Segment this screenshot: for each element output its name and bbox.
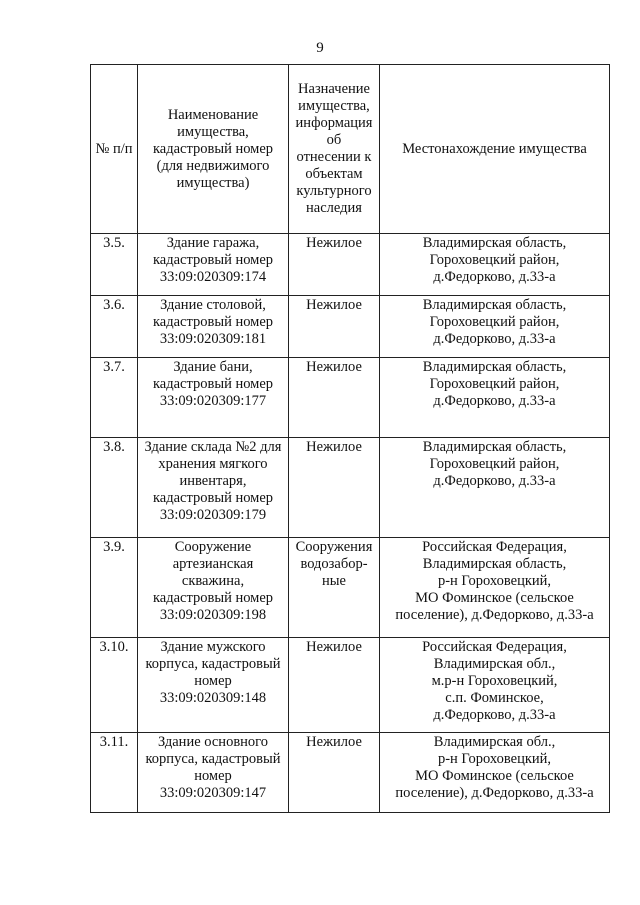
header-purpose bbox=[289, 65, 380, 234]
row-number: 3.11. bbox=[91, 733, 138, 813]
text-line: Гороховецкий район, bbox=[429, 252, 560, 268]
row-number: 3.6. bbox=[91, 296, 138, 358]
text-line: Сооружения bbox=[295, 539, 373, 555]
text-line: д.Федорково, д.33-а bbox=[433, 331, 556, 347]
text-line: Гороховецкий район, bbox=[429, 456, 560, 472]
text-line: объектам bbox=[305, 166, 363, 182]
text-line: поселение), д.Федорково, д.33-а bbox=[395, 607, 594, 623]
header-location: Местонахождение имущества bbox=[380, 65, 610, 234]
text-line: кадастровый номер bbox=[152, 490, 274, 506]
text-line: Владимирская область, bbox=[422, 235, 567, 251]
row-purpose bbox=[289, 296, 380, 358]
row-name bbox=[138, 438, 289, 538]
row-purpose bbox=[289, 733, 380, 813]
text-line: кадастровый номер bbox=[152, 252, 274, 268]
text-line: Нежилое bbox=[306, 734, 362, 750]
table-body bbox=[91, 234, 610, 813]
text-line: р-н Гороховецкий, bbox=[437, 751, 552, 767]
text-line: имущества) bbox=[176, 174, 250, 191]
row-number: 3.7. bbox=[91, 358, 138, 438]
row-location bbox=[380, 296, 610, 358]
text-line: хранения мягкого bbox=[158, 456, 268, 472]
row-purpose bbox=[289, 358, 380, 438]
text-line: 33:09:020309:177 bbox=[159, 393, 267, 409]
row-number: 3.10. bbox=[91, 638, 138, 733]
text-line: Здание бани, bbox=[173, 359, 253, 375]
text-line: информация bbox=[295, 115, 373, 131]
text-line: 33:09:020309:174 bbox=[159, 269, 267, 285]
text-line: р-н Гороховецкий, bbox=[437, 573, 552, 589]
text-line: водозабор- bbox=[300, 556, 368, 572]
text-line: Нежилое bbox=[306, 297, 362, 313]
text-line: инвентаря, bbox=[179, 473, 247, 489]
text-line: имущества, bbox=[177, 123, 249, 140]
text-line: 33:09:020309:179 bbox=[159, 507, 267, 523]
text-line: Сооружение bbox=[174, 539, 252, 555]
text-line: м.р-н Гороховецкий, bbox=[431, 673, 558, 689]
text-line: Нежилое bbox=[306, 439, 362, 455]
table-row bbox=[91, 733, 610, 813]
row-name bbox=[138, 538, 289, 638]
text-line: Нежилое bbox=[306, 235, 362, 251]
text-line: д.Федорково, д.33-а bbox=[433, 707, 556, 723]
row-name bbox=[138, 638, 289, 733]
text-line: Здание основного bbox=[157, 734, 269, 750]
text-line: Владимирская обл., bbox=[433, 734, 556, 750]
header-num: № п/п bbox=[91, 65, 138, 234]
text-line: Наименование bbox=[167, 106, 259, 123]
property-table bbox=[90, 64, 610, 813]
row-purpose bbox=[289, 234, 380, 296]
row-location bbox=[380, 438, 610, 538]
text-line: Владимирская область, bbox=[422, 556, 567, 572]
text-line: корпуса, кадастровый bbox=[145, 751, 281, 767]
table-row bbox=[91, 234, 610, 296]
text-line: (для недвижимого bbox=[156, 157, 270, 174]
row-name bbox=[138, 358, 289, 438]
text-line: Владимирская область, bbox=[422, 439, 567, 455]
text-line: Нежилое bbox=[306, 639, 362, 655]
text-line: Российская Федерация, bbox=[422, 639, 567, 655]
row-number: 3.5. bbox=[91, 234, 138, 296]
table-header-row bbox=[91, 65, 610, 234]
text-line: кадастровый номер bbox=[152, 314, 274, 330]
row-number: 3.9. bbox=[91, 538, 138, 638]
text-line: МО Фоминское (сельское bbox=[415, 768, 574, 784]
page-number: 9 bbox=[316, 40, 324, 56]
table-row bbox=[91, 438, 610, 538]
text-line: 33:09:020309:148 bbox=[159, 690, 267, 706]
row-purpose bbox=[289, 638, 380, 733]
text-line: кадастровый номер bbox=[152, 590, 274, 606]
text-line: Здание столовой, bbox=[160, 297, 266, 313]
row-location bbox=[380, 733, 610, 813]
text-line: об bbox=[326, 132, 342, 148]
text-line: корпуса, кадастровый bbox=[145, 656, 281, 672]
text-line: МО Фоминское (сельское bbox=[415, 590, 574, 606]
text-line: с.п. Фоминское, bbox=[445, 690, 544, 706]
row-purpose bbox=[289, 438, 380, 538]
text-line: д.Федорково, д.33-а bbox=[433, 393, 556, 409]
text-line: Гороховецкий район, bbox=[429, 314, 560, 330]
table-row bbox=[91, 638, 610, 733]
text-line: номер bbox=[194, 768, 232, 784]
row-number: 3.8. bbox=[91, 438, 138, 538]
text-line: скважина, bbox=[181, 573, 245, 589]
text-line: наследия bbox=[306, 200, 362, 216]
header-name bbox=[138, 65, 289, 234]
row-location bbox=[380, 358, 610, 438]
row-location bbox=[380, 234, 610, 296]
text-line: культурного bbox=[296, 183, 372, 199]
text-line: поселение), д.Федорково, д.33-а bbox=[395, 785, 594, 801]
text-line: отнесении к bbox=[296, 149, 372, 165]
text-line: кадастровый номер bbox=[152, 140, 274, 157]
text-line: Владимирская область, bbox=[422, 297, 567, 313]
text-line: ные bbox=[322, 573, 346, 589]
text-line: Гороховецкий район, bbox=[429, 376, 560, 392]
table-row bbox=[91, 358, 610, 438]
row-location bbox=[380, 638, 610, 733]
text-line: 33:09:020309:198 bbox=[159, 607, 267, 623]
table-row bbox=[91, 538, 610, 638]
text-line: 33:09:020309:181 bbox=[159, 331, 267, 347]
text-line: Нежилое bbox=[306, 359, 362, 375]
row-name bbox=[138, 733, 289, 813]
row-purpose bbox=[289, 538, 380, 638]
text-line: Здание гаража, bbox=[166, 235, 260, 251]
text-line: артезианская bbox=[172, 556, 254, 572]
text-line: Российская Федерация, bbox=[422, 539, 567, 555]
text-line: Здание склада №2 для bbox=[144, 439, 282, 455]
text-line: д.Федорково, д.33-а bbox=[433, 269, 556, 285]
text-line: Владимирская область, bbox=[422, 359, 567, 375]
table-row bbox=[91, 296, 610, 358]
text-line: Назначение bbox=[298, 81, 370, 97]
text-line: Владимирская обл., bbox=[433, 656, 556, 672]
text-line: Здание мужского bbox=[160, 639, 266, 655]
text-line: кадастровый номер bbox=[152, 376, 274, 392]
text-line: д.Федорково, д.33-а bbox=[433, 473, 556, 489]
row-name bbox=[138, 234, 289, 296]
text-line: имущества, bbox=[298, 98, 370, 114]
row-location bbox=[380, 538, 610, 638]
row-name bbox=[138, 296, 289, 358]
text-line: 33:09:020309:147 bbox=[159, 785, 267, 801]
text-line: номер bbox=[194, 673, 232, 689]
